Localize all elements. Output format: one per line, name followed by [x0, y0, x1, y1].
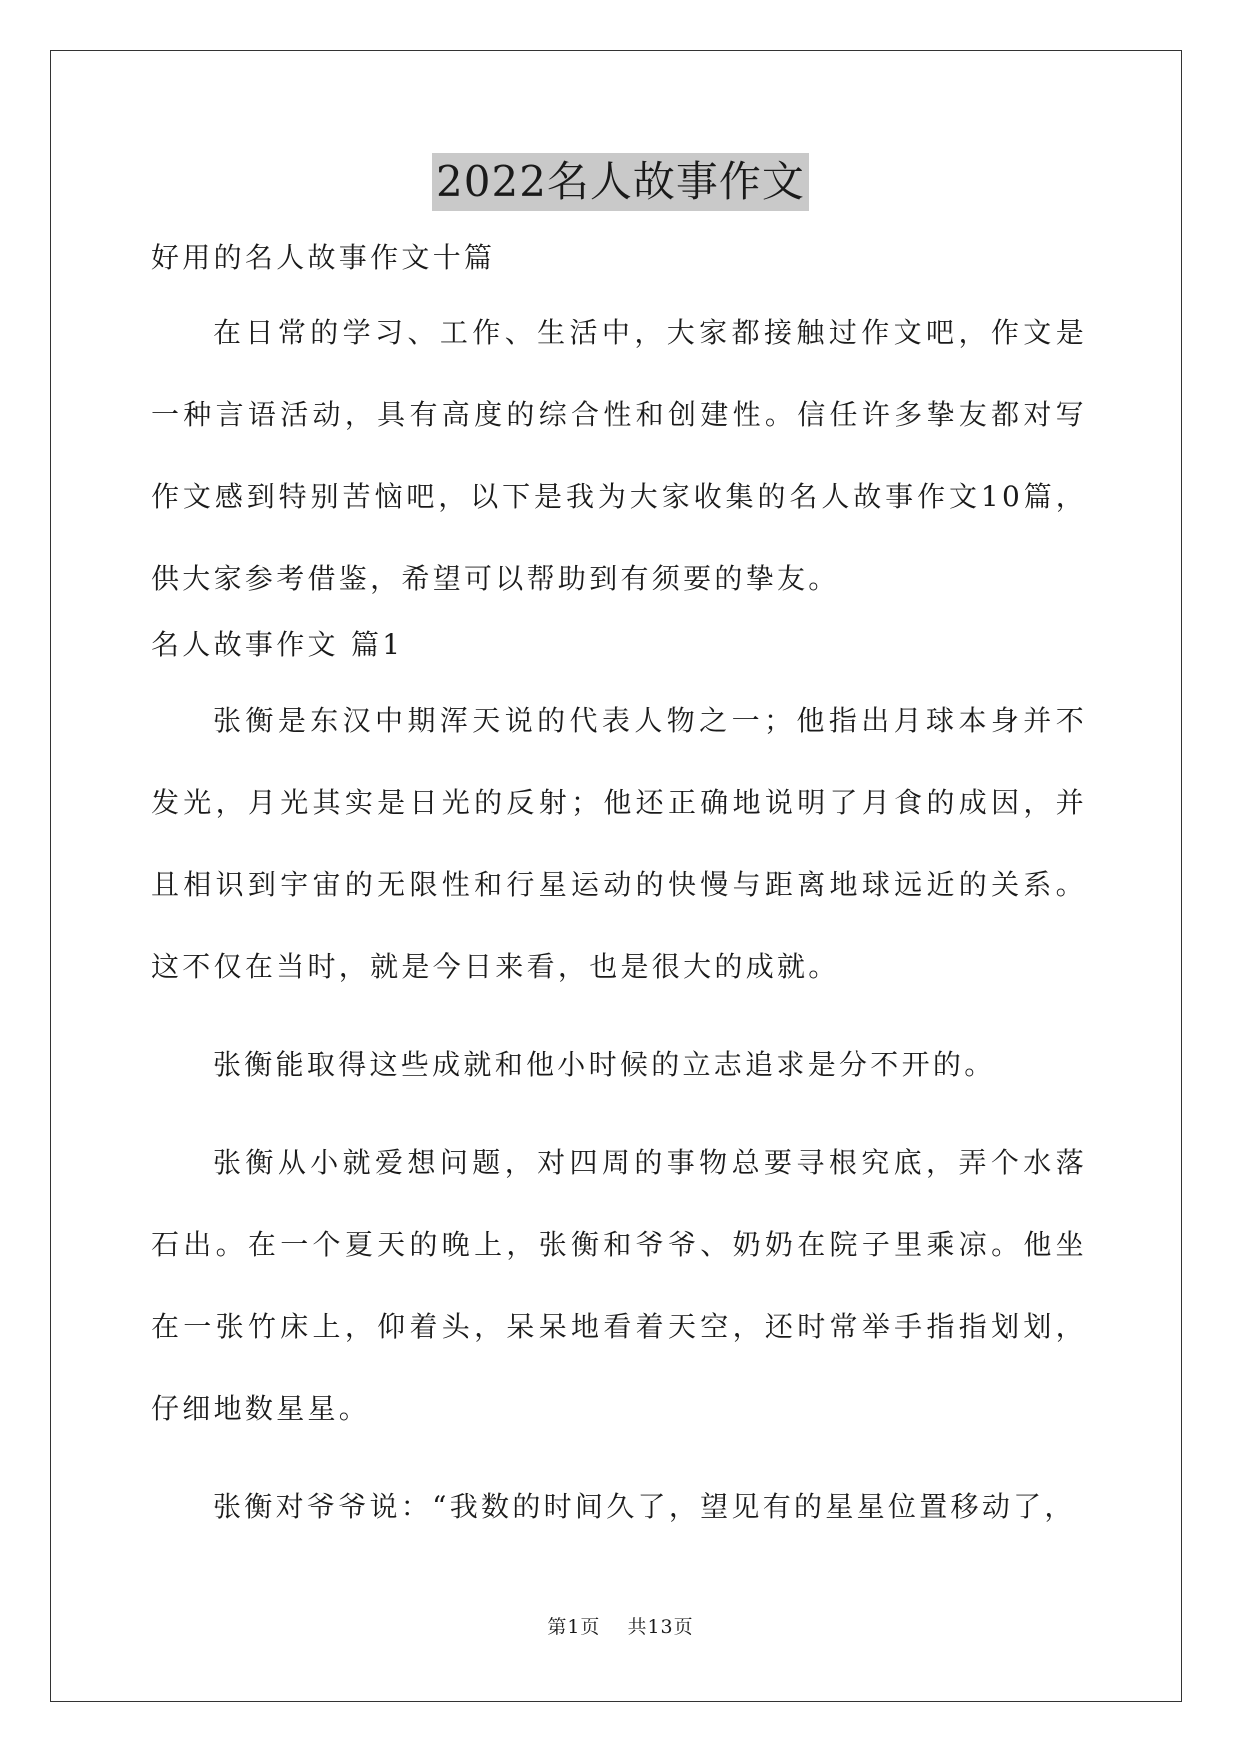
document-subtitle: 好用的名人故事作文十篇	[151, 241, 496, 274]
document-title: 2022名人故事作文	[432, 153, 809, 211]
body-paragraph: 张衡从小就爱想问题，对四周的事物总要寻根究底，弄个水落石出。在一个夏天的晚上，张衡和爷爷、奶奶在院子里乘凉。他坐在一张竹床上，仰着头，呆呆地看着天空，还时常举手指指划划，仔细地数星星。	[151, 1146, 1087, 1425]
page-footer	[0, 1612, 1241, 1639]
title-container	[0, 153, 1241, 211]
body-paragraph: 张衡能取得这些成就和他小时候的立志追求是分不开的。	[213, 1048, 996, 1081]
document-body	[151, 233, 1087, 1548]
section-heading: 名人故事作文 篇1	[151, 628, 404, 661]
intro-paragraph: 在日常的学习、工作、生活中，大家都接触过作文吧，作文是一种言语活动，具有高度的综合性和创建性。信任许多挚友都对写作文感到特别苦恼吧，以下是我为大家收集的名人故事作文10篇，供大家参考借鉴，希望可以帮助到有须要的挚友。	[151, 316, 1087, 595]
page-total: 共13页	[627, 1616, 694, 1638]
body-paragraph: 张衡对爷爷说：“我数的时间久了，望见有的星星位置移动了，	[213, 1490, 1076, 1523]
body-paragraph: 张衡是东汉中期浑天说的代表人物之一；他指出月球本身并不发光，月光其实是日光的反射；他还正确地说明了月食的成因，并且相识到宇宙的无限性和行星运动的快慢与距离地球远近的关系。这不仅在当时，就是今日来看，也是很大的成就。	[151, 704, 1087, 983]
page-number: 第1页	[547, 1616, 601, 1638]
